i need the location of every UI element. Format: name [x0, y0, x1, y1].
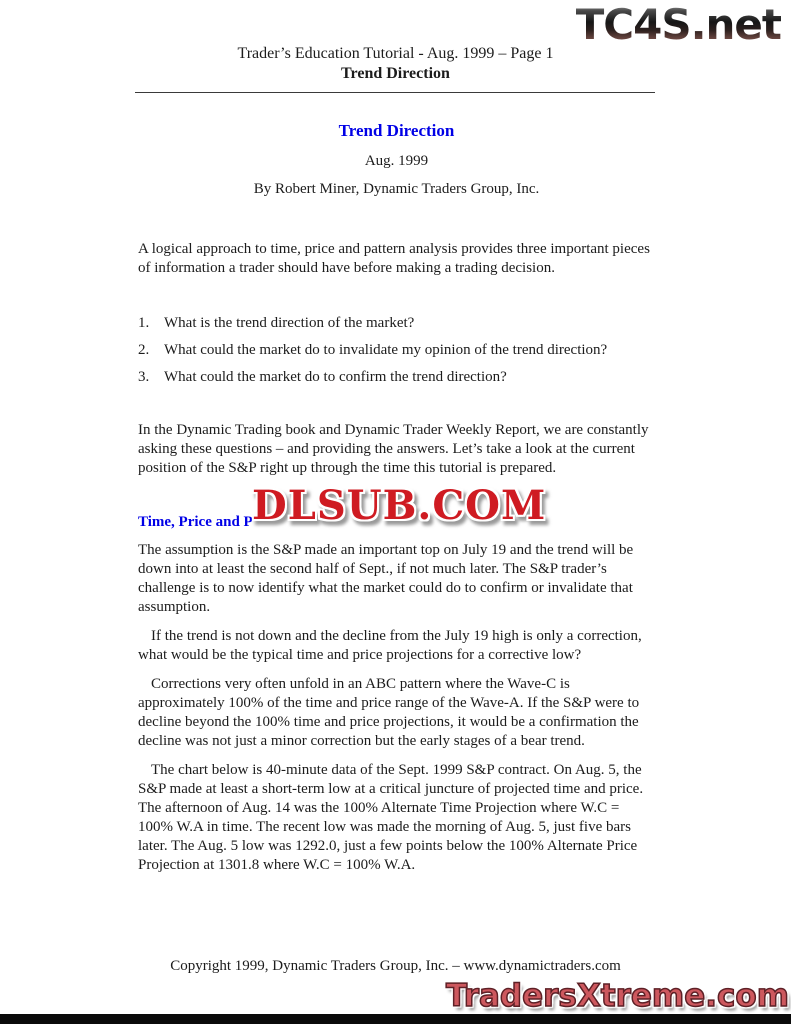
list-item-number: 3.: [138, 369, 150, 385]
list-item-text: What could the market do to invalidate my opinion of the trend direction?: [164, 342, 608, 358]
tc4s-logo: TC4S.net: [575, 0, 781, 49]
section-heading: Time, Price and P: [138, 514, 253, 530]
list-item-number: 2.: [138, 342, 150, 358]
bottom-black-bar: [0, 1014, 791, 1024]
list-item: [138, 341, 655, 360]
intro-paragraph: A logical approach to time, price and pattern analysis provides three important pieces of information a trader should have before making a trading decision.: [138, 241, 650, 276]
paragraph: If the trend is not down and the decline from the July 19 high is only a correction, what would be the typical time and price projections for a corrective low?: [138, 628, 642, 663]
article-byline: By Robert Miner, Dynamic Traders Group, Inc.: [253, 181, 540, 197]
paragraph: The chart below is 40-minute data of the Sept. 1999 S&P contract. On Aug. 5, the S&P made at least a short-term low at a critical juncture of projected time and price. The afternoon of Aug. 14 was the 100% Alternate Time Projection where W.C = 100% W.A in time. The recent low was made the morning of Aug. 5, just five bars later. The Aug. 5 low was 1292.0, just a few points below the 100% Alternate Price Projection at 1301.8 where W.C = 100% W.A.: [138, 762, 644, 873]
tradersxtreme-watermark: TradersXtreme.com: [445, 978, 789, 1014]
header-divider: [135, 92, 655, 93]
article-date: Aug. 1999: [364, 153, 429, 169]
list-item-number: 1.: [138, 315, 150, 331]
paragraph: Corrections very often unfold in an ABC pattern where the Wave-C is approximately 100% of the time and price range of the Wave-A. If the S&P were to decline beyond the 100% time and price projections, it would be a confirmation the decline was not just a minor correction but the early stages of a bear trend.: [138, 676, 640, 749]
dlsub-watermark: DLSUB.COM: [252, 482, 547, 529]
paragraph: The assumption is the S&P made an important top on July 19 and the trend will be down into at least the second half of Sept., if not much later. The S&P trader’s challenge is to now identify what the market could do to confirm or invalidate that assumption.: [138, 542, 634, 615]
header-title-line: Trader’s Education Tutorial - Aug. 1999 – Page 1: [237, 45, 554, 62]
header-subtitle-line: Trend Direction: [341, 65, 450, 82]
list-item: [138, 368, 655, 387]
copyright-footer: Copyright 1999, Dynamic Traders Group, Inc. – www.dynamictraders.com: [170, 958, 621, 974]
question-list: [138, 314, 655, 387]
list-item-text: What is the trend direction of the market?: [164, 315, 415, 331]
list-item-text: What could the market do to confirm the trend direction?: [164, 369, 507, 385]
paragraph: In the Dynamic Trading book and Dynamic Trader Weekly Report, we are constantly asking these questions – and providing the answers. Let’s take a look at the current position of the S&P right up through the time this tutorial is prepared.: [138, 422, 649, 476]
list-item: [138, 314, 655, 333]
article-title: Trend Direction: [338, 121, 455, 140]
